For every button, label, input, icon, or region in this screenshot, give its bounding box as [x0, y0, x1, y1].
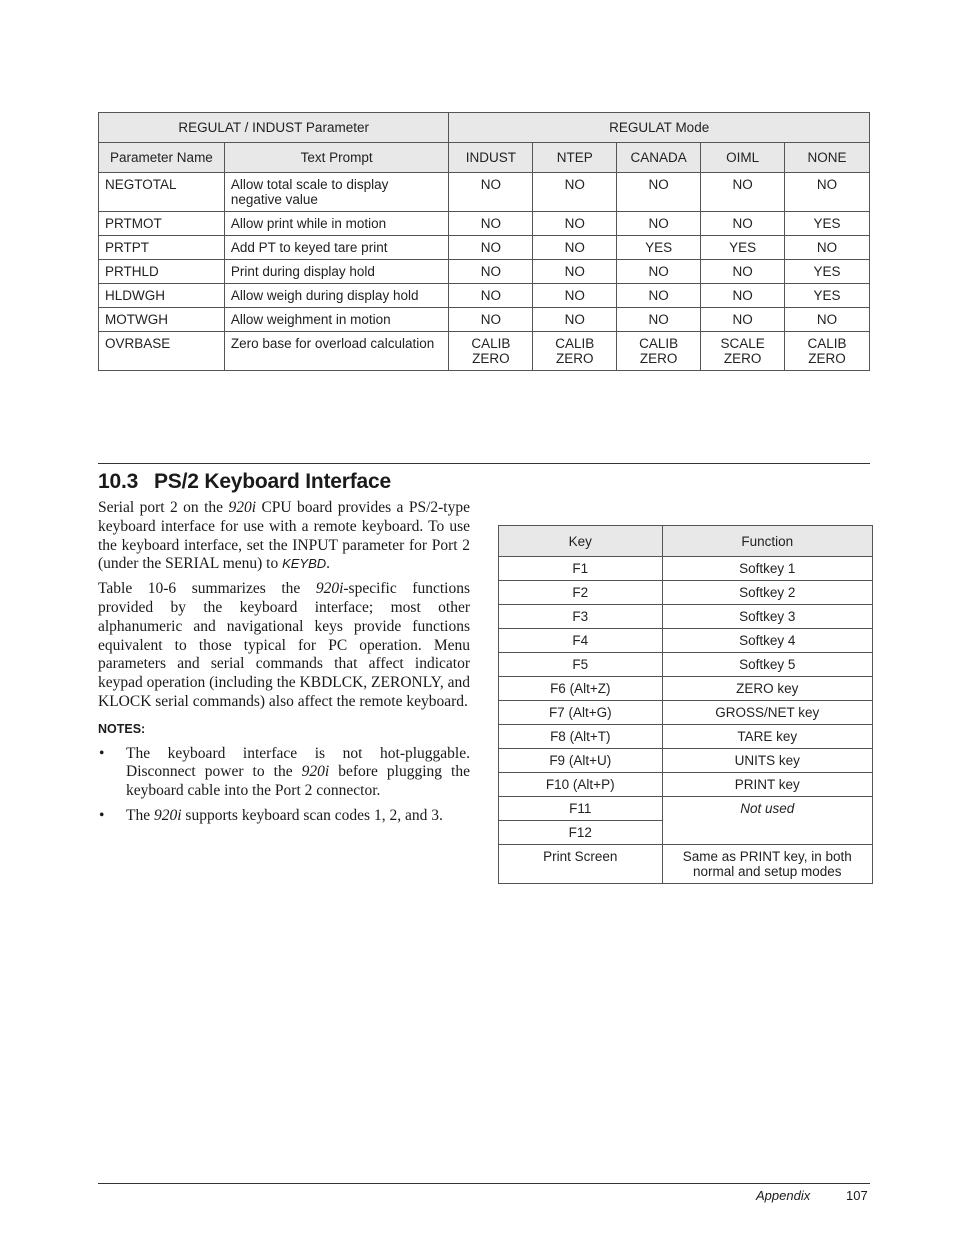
column-header: Key — [499, 526, 663, 557]
text-run: -specific functions provided by the keyboard interface; most other alphanumeric and navigational keys provide functions equivalent to those typical for PC operation. Menu parameters and serial commands that affect indicator keypad operation (including the KBDLCK, ZERONLY, and KLOCK serial commands) also affect the remote keyboard. — [98, 580, 470, 710]
footer-divider — [98, 1183, 870, 1184]
table-cell: NO — [701, 284, 785, 308]
table-row — [99, 236, 870, 260]
table-cell: ZERO key — [662, 677, 872, 701]
table-row — [499, 629, 873, 653]
column-header: NTEP — [533, 143, 617, 173]
page-number: 107 — [846, 1188, 868, 1203]
table-cell: Softkey 3 — [662, 605, 872, 629]
text-run: before plugging the keyboard cable into the Port 2 connector. — [126, 763, 470, 800]
table-cell: Allow print while in motion — [224, 212, 449, 236]
section-divider — [98, 463, 870, 464]
table-cell: Same as PRINT key, in both normal and setup modes — [662, 845, 872, 884]
table-cell: NO — [449, 260, 533, 284]
column-header: OIML — [701, 143, 785, 173]
table-cell: HLDWGH — [99, 284, 225, 308]
table-row — [99, 212, 870, 236]
table-cell: Add PT to keyed tare print — [224, 236, 449, 260]
table-row — [99, 308, 870, 332]
table-cell: TARE key — [662, 725, 872, 749]
table-cell: Softkey 2 — [662, 581, 872, 605]
text-run: . — [326, 555, 331, 573]
table-group-header-row — [99, 113, 870, 143]
table-cell: F11 — [499, 797, 663, 821]
table-cell: PRTPT — [99, 236, 225, 260]
paragraph — [98, 580, 470, 712]
body-text — [98, 499, 470, 832]
table-cell: OVRBASE — [99, 332, 225, 371]
table-cell: Softkey 5 — [662, 653, 872, 677]
text-run: The keyboard interface is not hot-pluggable. Disconnect power to the — [126, 744, 470, 781]
paragraph — [98, 499, 470, 574]
column-header: NONE — [785, 143, 870, 173]
section-heading — [98, 470, 391, 494]
table-row — [99, 260, 870, 284]
table-cell: PRTHLD — [99, 260, 225, 284]
column-header: INDUST — [449, 143, 533, 173]
table-cell: NO — [449, 308, 533, 332]
table-cell: F12 — [499, 821, 663, 845]
table-cell: Print Screen — [499, 845, 663, 884]
table-cell: NO — [449, 173, 533, 212]
table-cell: NO — [617, 284, 701, 308]
column-header: Function — [662, 526, 872, 557]
table-cell: NEGTOTAL — [99, 173, 225, 212]
table-cell: Allow total scale to display negative value — [224, 173, 449, 212]
table-row — [499, 773, 873, 797]
table-cell: NO — [449, 212, 533, 236]
table-cell: NO — [701, 308, 785, 332]
text-run: CPU board provides a PS/2-type keyboard interface for use with a remote keyboard. To use the keyboard interface, set the INPUT parameter for Port 2 (under the SERIAL menu) to — [98, 499, 470, 573]
table-cell: NO — [617, 212, 701, 236]
text-run: supports keyboard scan codes 1, 2, and 3. — [181, 806, 443, 824]
table-cell: PRINT key — [662, 773, 872, 797]
table-row — [499, 653, 873, 677]
table-cell: F1 — [499, 557, 663, 581]
table-cell: NO — [617, 173, 701, 212]
section-title: PS/2 Keyboard Interface — [154, 470, 391, 493]
table-cell: SCALE ZERO — [701, 332, 785, 371]
table-row — [99, 173, 870, 212]
table-cell: MOTWGH — [99, 308, 225, 332]
table-cell: YES — [785, 260, 870, 284]
table-cell: F3 — [499, 605, 663, 629]
table-row — [499, 725, 873, 749]
table-cell: NO — [533, 212, 617, 236]
table-cell: CALIB ZERO — [785, 332, 870, 371]
list-item — [126, 807, 470, 826]
table-cell: NO — [449, 284, 533, 308]
group-header-mode: REGULAT Mode — [449, 113, 870, 143]
text-run: The — [126, 806, 154, 824]
table-cell: NO — [617, 260, 701, 284]
table-row — [499, 581, 873, 605]
table-cell-not-used: Not used — [662, 797, 872, 845]
table-row — [499, 845, 873, 884]
model-name: 920i — [301, 763, 330, 781]
table-cell: GROSS/NET key — [662, 701, 872, 725]
table-cell: F4 — [499, 629, 663, 653]
table-cell: NO — [533, 284, 617, 308]
table-row — [499, 677, 873, 701]
notes-list — [98, 745, 470, 826]
table-cell: UNITS key — [662, 749, 872, 773]
table-row — [499, 605, 873, 629]
table-cell: F7 (Alt+G) — [499, 701, 663, 725]
table-cell: YES — [785, 284, 870, 308]
column-header: Parameter Name — [99, 143, 225, 173]
table-cell: Zero base for overload calculation — [224, 332, 449, 371]
table-cell: NO — [701, 212, 785, 236]
section-number: 10.3 — [98, 470, 139, 493]
table-cell: Softkey 4 — [662, 629, 872, 653]
table-cell: Print during display hold — [224, 260, 449, 284]
table-cell: Allow weigh during display hold — [224, 284, 449, 308]
table-cell: F10 (Alt+P) — [499, 773, 663, 797]
table-row — [499, 557, 873, 581]
table-column-header-row — [99, 143, 870, 173]
table-cell: Allow weighment in motion — [224, 308, 449, 332]
table-cell: YES — [785, 212, 870, 236]
footer-section-name: Appendix — [756, 1188, 811, 1203]
table-cell: F5 — [499, 653, 663, 677]
table-cell: NO — [533, 308, 617, 332]
model-name: 920i — [315, 580, 344, 598]
table-cell: CALIB ZERO — [617, 332, 701, 371]
table-row — [99, 284, 870, 308]
table-cell: CALIB ZERO — [533, 332, 617, 371]
table-cell: NO — [701, 173, 785, 212]
parameter-value: KEYBD — [282, 556, 327, 572]
table-cell: NO — [785, 308, 870, 332]
table-cell: PRTMOT — [99, 212, 225, 236]
table-cell: NO — [449, 236, 533, 260]
table-row — [499, 749, 873, 773]
keyboard-function-table — [498, 525, 873, 884]
table-cell: NO — [533, 260, 617, 284]
table-cell: NO — [785, 173, 870, 212]
list-item — [126, 745, 470, 801]
table-cell: F8 (Alt+T) — [499, 725, 663, 749]
table-row — [499, 701, 873, 725]
model-name: 920i — [228, 499, 257, 516]
table-cell: YES — [701, 236, 785, 260]
table-cell: NO — [533, 236, 617, 260]
table-row — [499, 797, 873, 821]
table-cell: F6 (Alt+Z) — [499, 677, 663, 701]
table-cell: NO — [617, 308, 701, 332]
table-cell: NO — [785, 236, 870, 260]
table-cell: Softkey 1 — [662, 557, 872, 581]
column-header: CANADA — [617, 143, 701, 173]
table-cell: YES — [617, 236, 701, 260]
table-column-header-row — [499, 526, 873, 557]
model-name: 920i — [153, 806, 182, 824]
group-header-parameter: REGULAT / INDUST Parameter — [99, 113, 449, 143]
table-cell: NO — [533, 173, 617, 212]
text-run: Serial port 2 on the — [98, 499, 229, 516]
table-cell: F2 — [499, 581, 663, 605]
table-cell: CALIB ZERO — [449, 332, 533, 371]
table-cell: NO — [701, 260, 785, 284]
column-header: Text Prompt — [224, 143, 449, 173]
table-cell: F9 (Alt+U) — [499, 749, 663, 773]
regulat-parameter-table — [98, 112, 870, 371]
table-row — [99, 332, 870, 371]
notes-label: NOTES: — [98, 721, 146, 736]
text-run: Table 10-6 summarizes the — [98, 580, 316, 598]
